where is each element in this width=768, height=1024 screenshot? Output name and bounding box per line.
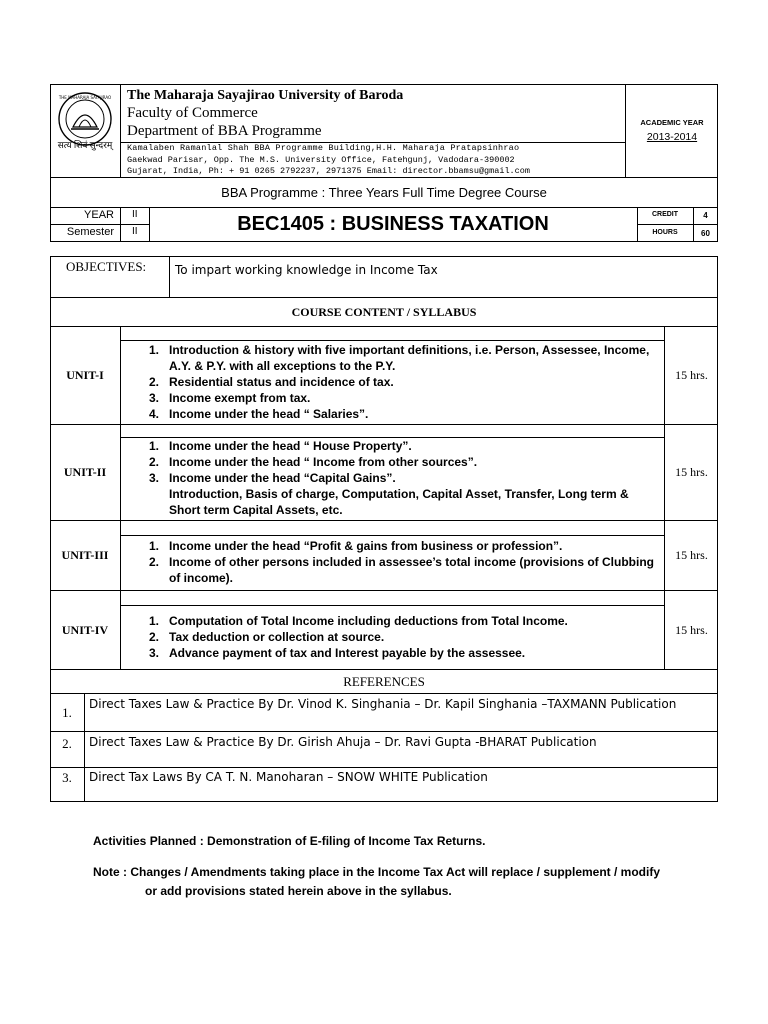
ref-2-divider: [84, 731, 85, 768]
address-line-3: Gujarat, India, Ph: + 91 0265 2792237, 2971375 Email: director.bbamsu@gmail.com: [127, 166, 530, 176]
note-line-1: Note : Changes / Amendments taking place in the Income Tax Act will replace / supplement / modify: [93, 865, 661, 879]
unit-3-hours: 15 hrs.: [675, 548, 708, 562]
year-value: II: [132, 209, 138, 220]
unit-4-topstrip: [120, 605, 664, 606]
ref-3-divider: [84, 767, 85, 802]
ref-1-num: 1.: [62, 704, 72, 720]
semester-value: II: [132, 226, 138, 237]
university-logo: [51, 85, 119, 177]
list-item: 1. Income under the head “ House Property”.: [149, 439, 412, 453]
university-seal-icon: [51, 85, 119, 177]
list-item: 4. Income under the head “ Salaries”.: [149, 407, 369, 421]
faculty-name: Faculty of Commerce: [127, 105, 258, 121]
syllabus-heading: COURSE CONTENT / SYLLABUS: [50, 297, 718, 327]
academic-year-label: ACADEMIC YEAR: [640, 118, 704, 127]
unit-3-name: UNIT-III: [61, 548, 109, 562]
unit-2-name: UNIT-II: [63, 465, 107, 479]
ref-2-text: Direct Taxes Law & Practice By Dr. Girish Ahuja – Dr. Ravi Gupta -BHARAT Publication: [89, 735, 597, 749]
svg-text:THE MAHARAJA SAYAJIRAO: THE MAHARAJA SAYAJIRAO: [58, 95, 112, 100]
hours-label: HOURS: [652, 229, 678, 236]
unit-2-hours: 15 hrs.: [675, 465, 708, 479]
objectives-divider: [169, 256, 170, 298]
list-item: 1. Introduction & history with five important definitions, i.e. Person, Assessee, Income, A.Y. & P.Y. with all exceptions to the P.Y.: [149, 343, 650, 373]
list-item: 3. Income under the head “Capital Gains”. Introduction, Basis of charge, Computation, Capital Asset, Transfer, Long term & Short term Capital Assets, etc.: [149, 471, 629, 517]
credit-value: 4: [703, 211, 708, 220]
programme-line: BBA Programme : Three Years Full Time Degree Course: [50, 177, 718, 208]
year-label: YEAR: [84, 209, 114, 221]
list-item: 2. Residential status and incidence of tax.: [149, 375, 394, 389]
semester-label: Semester: [66, 226, 114, 238]
university-name: The Maharaja Sayajirao University of Baroda: [127, 88, 404, 103]
course-row-divider-h2: [637, 224, 718, 225]
note-line-2: or add provisions stated herein above in the syllabus.: [145, 884, 452, 898]
ref-3-num: 3.: [62, 770, 72, 785]
ref-2-num: 2.: [62, 736, 72, 751]
list-item: 2. Income under the head “ Income from other sources”.: [149, 455, 478, 469]
academic-year-value: 2013-2014: [646, 131, 698, 143]
activities-planned: Activities Planned : Demonstration of E-filing of Income Tax Returns.: [93, 834, 486, 848]
ref-3-text: Direct Tax Laws By CA T. N. Manoharan – SNOW WHITE Publication: [89, 770, 488, 784]
course-row-divider-v1: [120, 207, 121, 242]
unit-2-items: [121, 438, 651, 518]
unit-4-hours: 15 hrs.: [675, 622, 708, 637]
hours-value: 60: [701, 229, 710, 238]
credit-label: CREDIT: [651, 211, 679, 218]
unit-4-items: [121, 613, 651, 661]
unit-1-name: UNIT-I: [66, 368, 104, 382]
unit-3-items: [121, 538, 661, 586]
unit-1-topstrip: [120, 340, 664, 341]
logo-motto: सत्यं शिवं सुन्दरम्: [57, 140, 113, 150]
department-name: Department of BBA Programme: [127, 123, 322, 139]
list-item: 3. Advance payment of tax and Interest payable by the assessee.: [149, 646, 526, 660]
list-item: 1. Income under the head “Profit & gains from business or profession”.: [149, 539, 563, 553]
list-item: 2. Income of other persons included in assessee’s total income (provisions of Clubbing of income).: [149, 555, 654, 585]
objectives-label: OBJECTIVES:: [66, 259, 147, 274]
list-item: 3. Income exempt from tax.: [149, 391, 311, 405]
objectives-text: To impart working knowledge in Income Tax: [175, 263, 438, 277]
unit-4-name: UNIT-IV: [61, 622, 109, 637]
course-title: BEC1405 : BUSINESS TAXATION: [237, 213, 549, 235]
list-item: 2. Tax deduction or collection at source.: [149, 630, 385, 644]
unit-3-topstrip: [120, 535, 664, 536]
address-line-1: Kamalaben Ramanlal Shah BBA Programme Building,H.H. Maharaja Pratapsinhrao: [127, 143, 520, 153]
list-item: 1. Computation of Total Income including deductions from Total Income.: [149, 614, 568, 628]
unit-1-items: [121, 342, 651, 422]
ref-1-text: Direct Taxes Law & Practice By Dr. Vinod K. Singhania – Dr. Kapil Singhania –TAXMANN Publication: [89, 697, 677, 711]
ref-1-divider: [84, 693, 85, 732]
address-line-2: Gaekwad Parisar, Opp. The M.S. University Office, Fatehgunj, Vadodara-390002: [127, 155, 515, 165]
unit-1-hours: 15 hrs.: [675, 368, 708, 382]
references-heading: REFERENCES: [50, 669, 718, 694]
course-row-divider-h: [50, 224, 150, 225]
